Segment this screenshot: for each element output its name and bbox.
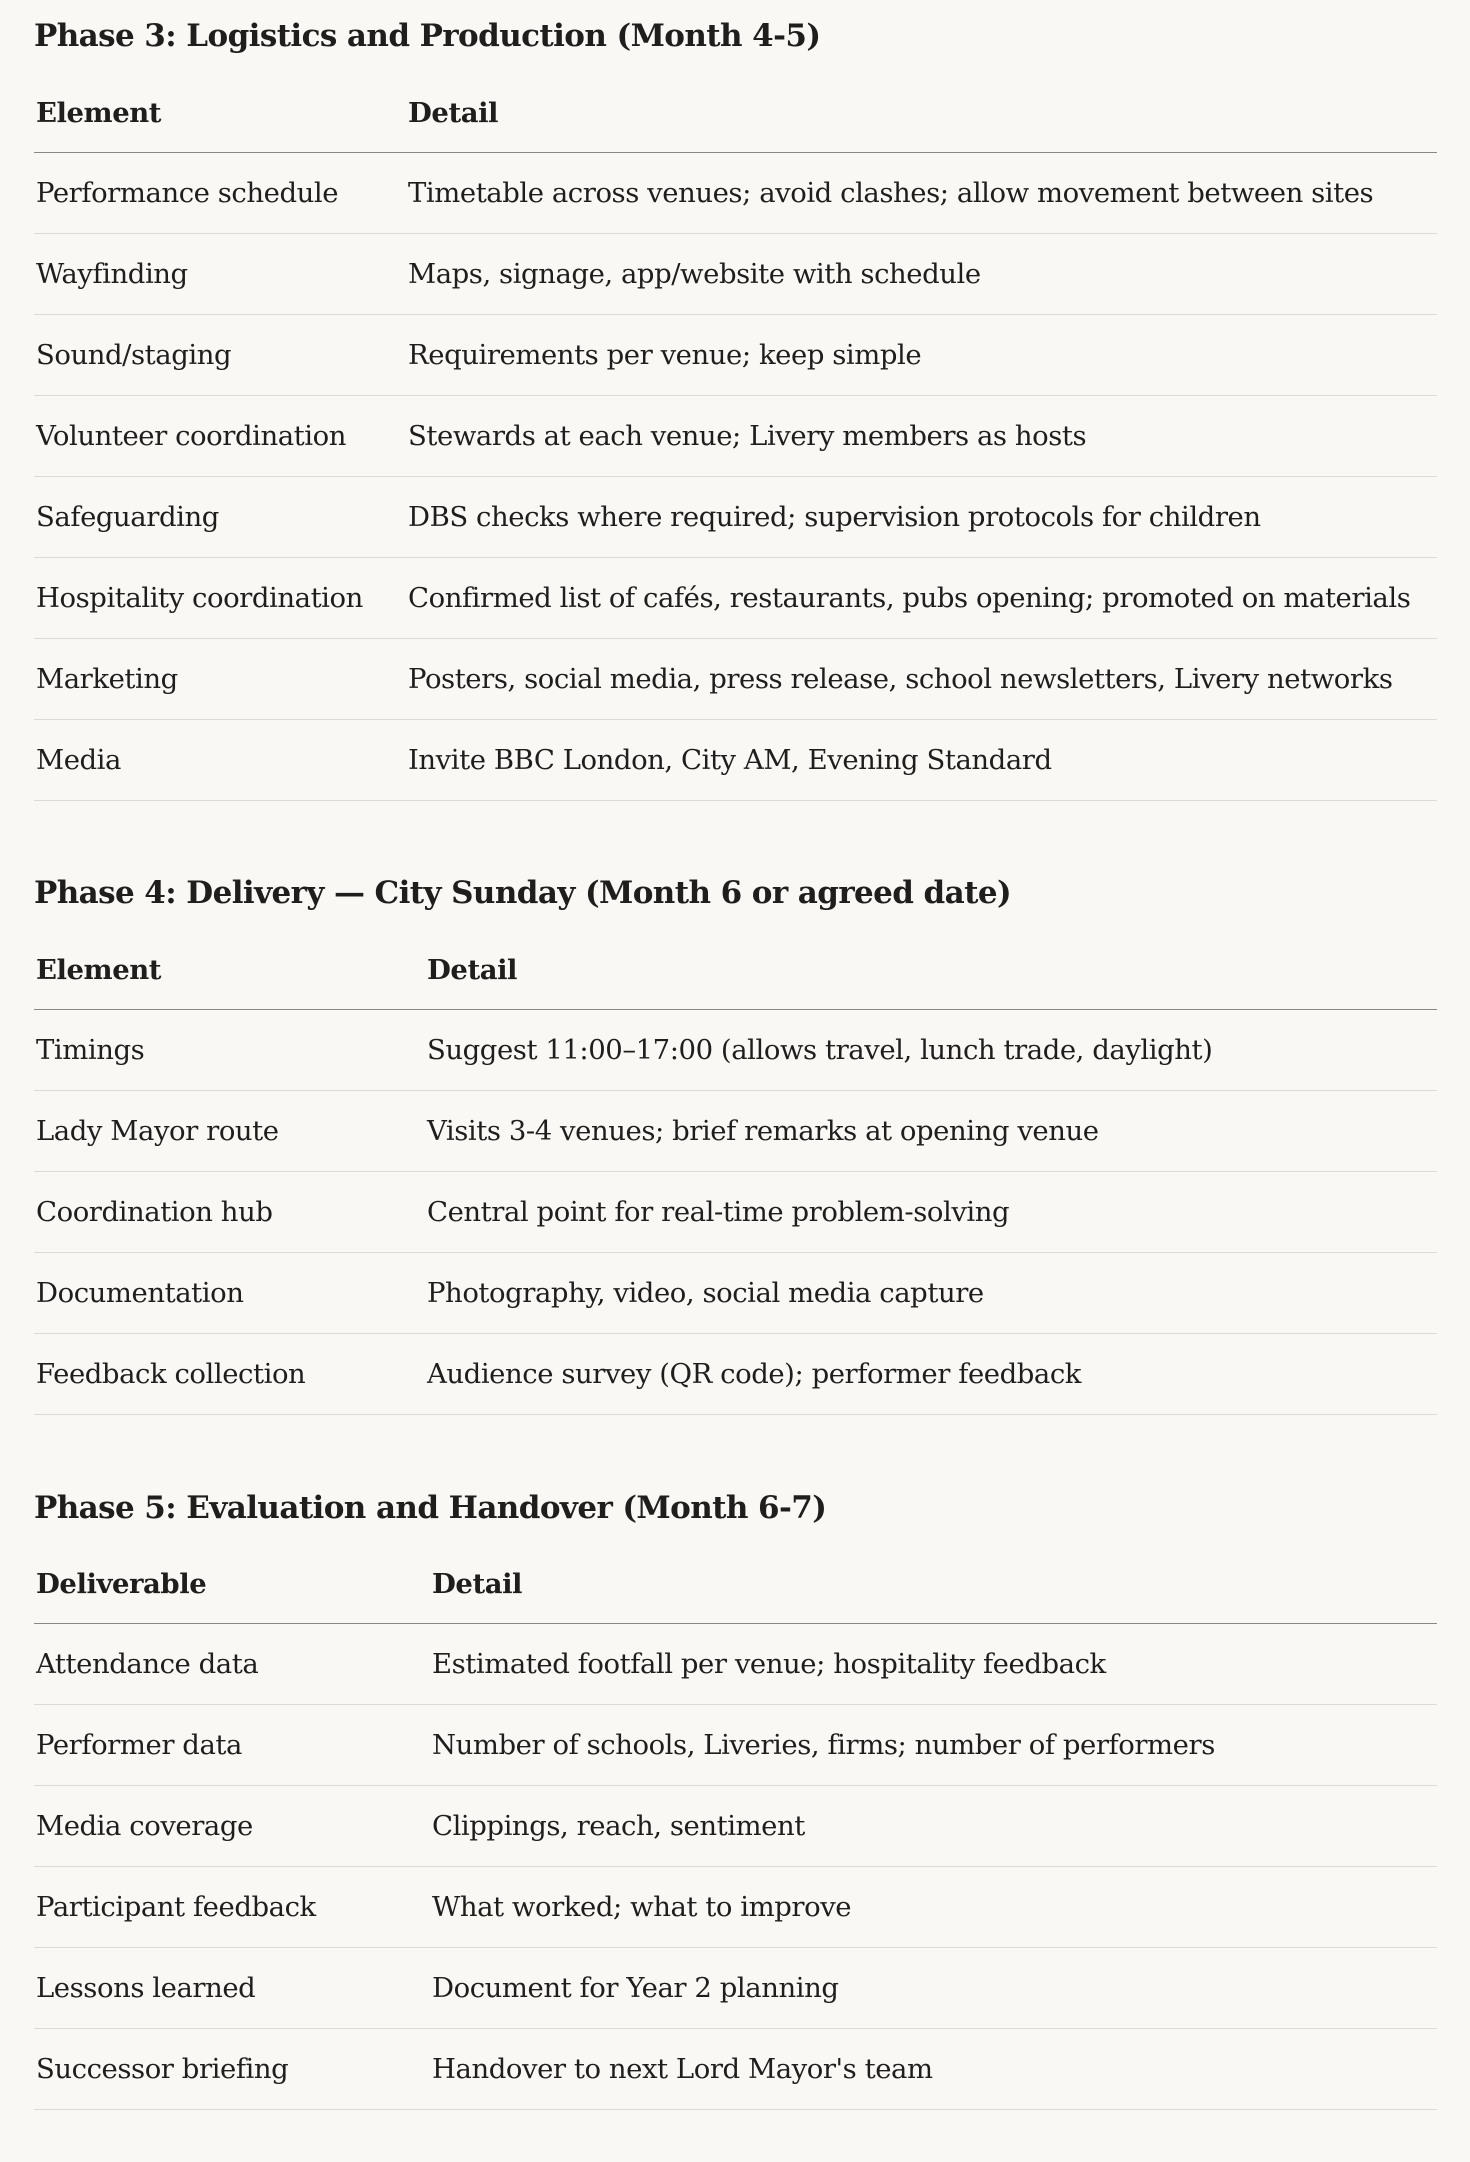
element-cell: Coordination hub bbox=[34, 1172, 425, 1253]
detail-cell: Suggest 11:00–17:00 (allows travel, lunch trade, daylight) bbox=[425, 1010, 1437, 1091]
detail-cell: What worked; what to improve bbox=[430, 1867, 1437, 1948]
detail-cell: Clippings, reach, sentiment bbox=[430, 1786, 1437, 1867]
phase-5-table bbox=[34, 1544, 1437, 2110]
phase-4-heading: Phase 4: Delivery — City Sunday (Month 6 or agreed date) bbox=[34, 875, 1012, 911]
table-row bbox=[34, 1624, 1437, 1705]
column-header: Detail bbox=[430, 1544, 1437, 1624]
detail-cell: Confirmed list of cafés, restaurants, pubs opening; promoted on materials bbox=[406, 558, 1437, 639]
element-cell: Lady Mayor route bbox=[34, 1091, 425, 1172]
table-row bbox=[34, 1334, 1437, 1415]
deliverable-cell: Successor briefing bbox=[34, 2029, 430, 2110]
column-header: Detail bbox=[406, 73, 1437, 153]
detail-cell: Stewards at each venue; Livery members as hosts bbox=[406, 396, 1437, 477]
phase-5-section bbox=[34, 1415, 1437, 2110]
column-header: Deliverable bbox=[34, 1544, 430, 1624]
table-header-row bbox=[34, 73, 1437, 153]
detail-cell: Requirements per venue; keep simple bbox=[406, 315, 1437, 396]
deliverable-cell: Attendance data bbox=[34, 1624, 430, 1705]
phase-3-section bbox=[34, 0, 1437, 801]
element-cell: Performance schedule bbox=[34, 153, 406, 234]
table-header-row bbox=[34, 930, 1437, 1010]
deliverable-cell: Participant feedback bbox=[34, 1867, 430, 1948]
detail-cell: DBS checks where required; supervision protocols for children bbox=[406, 477, 1437, 558]
element-cell: Sound/staging bbox=[34, 315, 406, 396]
element-cell: Timings bbox=[34, 1010, 425, 1091]
element-cell: Wayfinding bbox=[34, 234, 406, 315]
deliverable-cell: Performer data bbox=[34, 1705, 430, 1786]
table-row bbox=[34, 396, 1437, 477]
table-row bbox=[34, 477, 1437, 558]
phase-4-section bbox=[34, 801, 1437, 1415]
table-row bbox=[34, 1705, 1437, 1786]
detail-cell: Maps, signage, app/website with schedule bbox=[406, 234, 1437, 315]
phase-3-heading: Phase 3: Logistics and Production (Month 4-5) bbox=[34, 18, 821, 54]
element-cell: Marketing bbox=[34, 639, 406, 720]
element-cell: Media bbox=[34, 720, 406, 801]
element-cell: Volunteer coordination bbox=[34, 396, 406, 477]
detail-cell: Document for Year 2 planning bbox=[430, 1948, 1437, 2029]
detail-cell: Handover to next Lord Mayor's team bbox=[430, 2029, 1437, 2110]
table-row bbox=[34, 1948, 1437, 2029]
phase-3-table bbox=[34, 73, 1437, 801]
column-header: Detail bbox=[425, 930, 1437, 1010]
detail-cell: Posters, social media, press release, school newsletters, Livery networks bbox=[406, 639, 1437, 720]
column-header: Element bbox=[34, 930, 425, 1010]
detail-cell: Invite BBC London, City AM, Evening Standard bbox=[406, 720, 1437, 801]
table-row bbox=[34, 1867, 1437, 1948]
table-row bbox=[34, 1253, 1437, 1334]
element-cell: Documentation bbox=[34, 1253, 425, 1334]
table-row bbox=[34, 1786, 1437, 1867]
phase-5-heading: Phase 5: Evaluation and Handover (Month 6-7) bbox=[34, 1490, 827, 1526]
deliverable-cell: Media coverage bbox=[34, 1786, 430, 1867]
table-row bbox=[34, 558, 1437, 639]
detail-cell: Estimated footfall per venue; hospitality feedback bbox=[430, 1624, 1437, 1705]
detail-cell: Photography, video, social media capture bbox=[425, 1253, 1437, 1334]
table-row bbox=[34, 153, 1437, 234]
detail-cell: Audience survey (QR code); performer feedback bbox=[425, 1334, 1437, 1415]
table-header-row bbox=[34, 1544, 1437, 1624]
column-header: Element bbox=[34, 73, 406, 153]
table-row bbox=[34, 234, 1437, 315]
table-row bbox=[34, 1091, 1437, 1172]
element-cell: Hospitality coordination bbox=[34, 558, 406, 639]
detail-cell: Central point for real-time problem-solving bbox=[425, 1172, 1437, 1253]
deliverable-cell: Lessons learned bbox=[34, 1948, 430, 2029]
table-row bbox=[34, 1010, 1437, 1091]
element-cell: Safeguarding bbox=[34, 477, 406, 558]
element-cell: Feedback collection bbox=[34, 1334, 425, 1415]
table-row bbox=[34, 1172, 1437, 1253]
table-row bbox=[34, 315, 1437, 396]
detail-cell: Timetable across venues; avoid clashes; allow movement between sites bbox=[406, 153, 1437, 234]
table-row bbox=[34, 2029, 1437, 2110]
table-row bbox=[34, 639, 1437, 720]
phase-4-table bbox=[34, 930, 1437, 1415]
detail-cell: Number of schools, Liveries, firms; number of performers bbox=[430, 1705, 1437, 1786]
detail-cell: Visits 3-4 venues; brief remarks at opening venue bbox=[425, 1091, 1437, 1172]
table-row bbox=[34, 720, 1437, 801]
